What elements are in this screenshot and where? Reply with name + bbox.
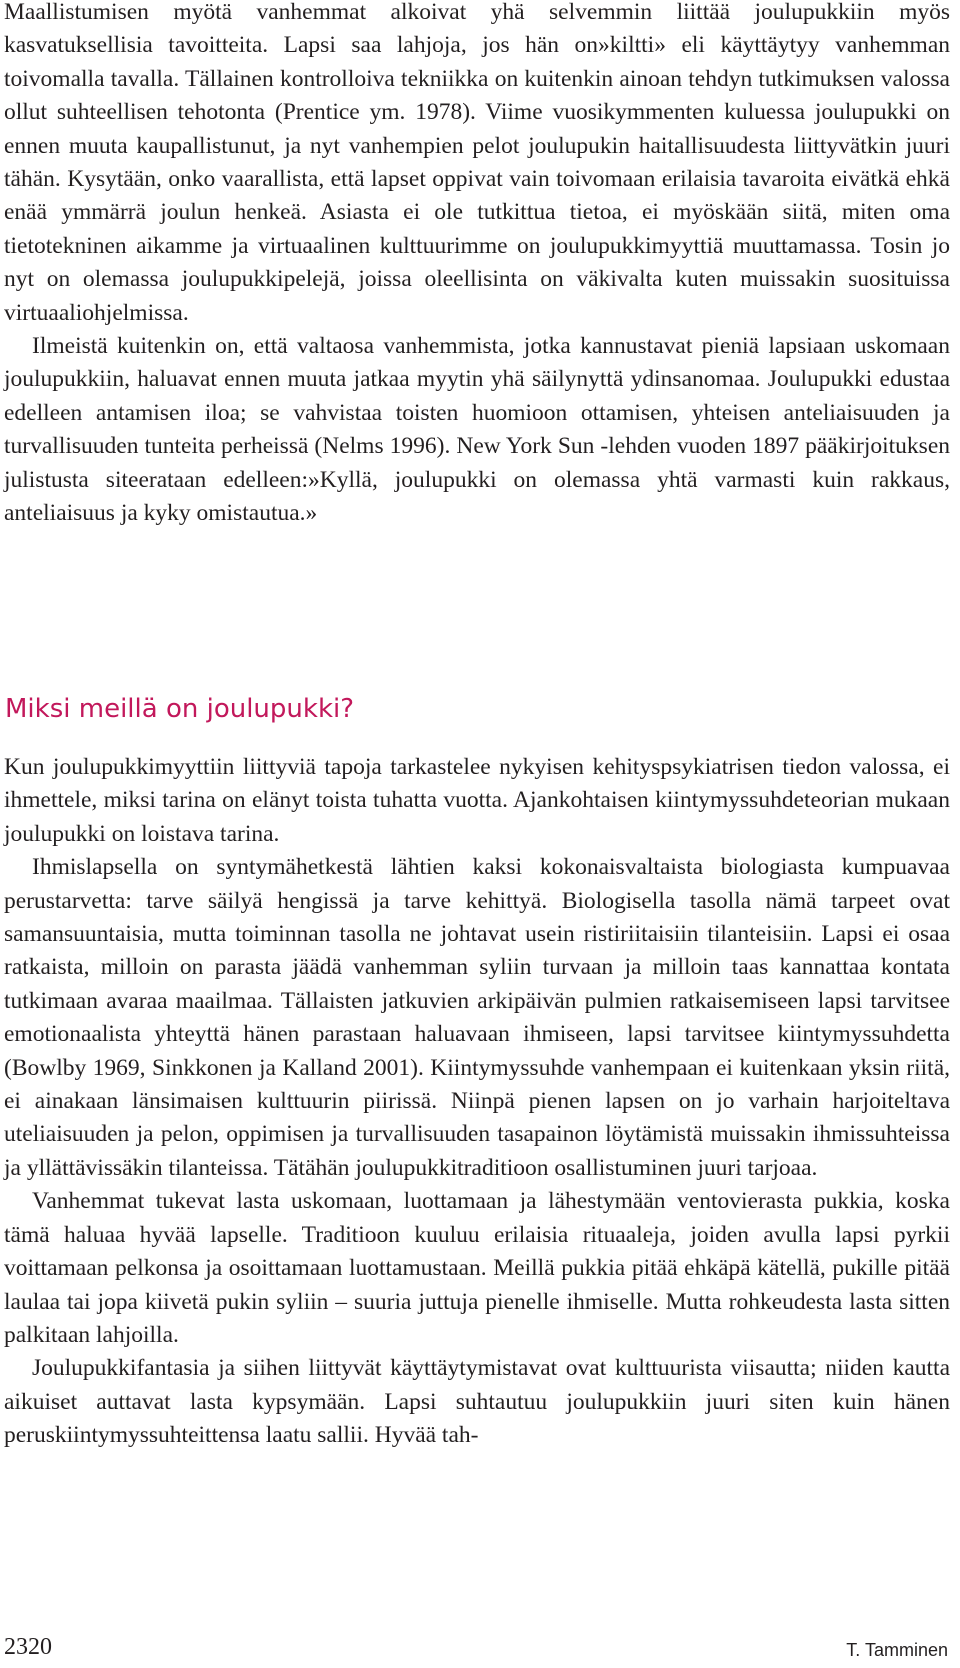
paragraph: Kun joulupukkimyyttiin liittyviä tapoja tarkastelee nykyisen kehityspsykiatrisen tiedon valossa, ei ihmettele, miksi tarina on elänyt toista tuhatta vuotta. Ajankohtaisen kiintymyssuhdeteorian mukaan joulupukki on loistava tarina. — [4, 754, 950, 847]
paragraph: Ihmislapsella on syntymähetkestä lähtien kaksi kokonaisvaltaista biologiasta kumpuavaa perustarvetta: tarve säilyä hengissä ja tarve kehittyä. Biologisella tasolla nämä tarpeet ovat samansuuntaisia, mutta toiminnan tasolla ne johtavat usein ristiriitaisiin tilanteisiin. Lapsi ei osaa ratkaista, milloin on parasta jäädä vanhemman syliin turvaan ja milloin taas kannattaa kontata tutkimaan avaraa maailmaa. Tällaisten jatkuvien arkipäivän pulmien ratkaisemiseen lapsi tarvitsee emotionaalista yhteyttä hänen parastaan haluavaan ihmiseen, lapsi tarvitsee kiintymyssuhdetta (Bowlby 1969, Sinkkonen ja Kalland 2001). Kiintymyssuhde vanhempaan ei kuitenkaan yksin riitä, ei ainakaan länsimaisen kulttuurin piirissä. Niinpä pienen lapsen on jo varhain harjoiteltava uteliaisuuden ja pelon, oppimisen ja turvallisuuden tasapainon löytämistä muissakin ihmissuhteissa ja yllättävissäkin tilanteissa. Tätähän joulupukkitraditioon osallistuminen juuri tarjoaa. — [4, 854, 950, 1181]
paragraph: Maallistumisen myötä vanhemmat alkoivat yhä selvemmin liittää joulupukkiin myös kasvatuksellisia tavoitteita. Lapsi saa lahjoja, jos hän on»kiltti» eli käyttäytyy vanhemman toivomalla tavalla. Tällainen kontrolloiva tekniikka on kuitenkin ainoan tehdyn tutkimuksen valossa ollut suhteellisen tehotonta (Prentice ym. 1978). Viime vuosikymmenten kuluessa joulupukki on ennen muuta kaupallistunut, ja nyt vanhempien pelot joulupukin haitallisuudesta liittyvätkin juuri tähän. Kysytään, onko vaarallista, että lapset oppivat vain toivomaan erilaisia tavaroita eivätkä ehkä enää ymmärrä joulun henkeä. Asiasta ei ole tutkittua tietoa, ei myöskään siitä, miten oma tietotekninen aikamme ja virtuaalinen kulttuurimme on joulupukkimyyttiä muuttamassa. Tosin jo nyt on olemassa joulupukkipelejä, joissa oleellisinta on väkivalta kuten muissakin suosituissa virtuaaliohjelmissa. — [4, 0, 950, 326]
body-text-section-2 — [4, 751, 950, 1453]
paragraph: Ilmeistä kuitenkin on, että valtaosa vanhemmista, jotka kannustavat pieniä lapsiaan uskomaan joulupukkiin, haluavat ennen muuta jatkaa myytin yhä säilynyttä ydinsanomaa. Joulupukki edustaa edelleen antamisen iloa; se vahvistaa toisten huomioon ottamisen, yhteisen anteliaisuuden ja turvallisuuden tunteita perheissä (Nelms 1996). New York Sun -lehden vuoden 1897 pääkirjoituksen julistusta siteerataan edelleen:»Kyllä, joulupukki on olemassa yhtä varmasti kuin rakkaus, anteliaisuus ja kyky omistautua.» — [4, 333, 950, 527]
running-footer-author: T. Tamminen — [846, 1640, 948, 1660]
paragraph: Joulupukkifantasia ja siihen liittyvät käyttäytymistavat ovat kulttuurista viisautta; niiden kautta aikuiset auttavat lasta kypsymään. Lapsi suhtautuu joulupukkiin juuri siten kuin hänen peruskiintymyssuhteittensa laatu sallii. Hyvää tah- — [4, 1355, 950, 1449]
page-number: 2320 — [4, 1634, 52, 1660]
section-heading: Miksi meillä on joulupukki? — [5, 694, 355, 724]
body-text-section-1 — [4, 0, 950, 531]
paragraph: Vanhemmat tukevat lasta uskomaan, luottamaan ja lähestymään ventovierasta pukkia, koska tämä haluaa hyvää lapselle. Traditioon kuuluu erilaisia rituaaleja, joiden avulla lapsi pyrkii voittamaan pelkonsa ja osoittamaan luottamustaan. Meillä pukkia pitää ehkäpä kätellä, pukille pitää laulaa tai jopa kiivetä pukin syliin – suuria juttuja pienelle ihmiselle. Mutta rohkeudesta lasta sitten palkitaan lahjoilla. — [4, 1188, 950, 1348]
